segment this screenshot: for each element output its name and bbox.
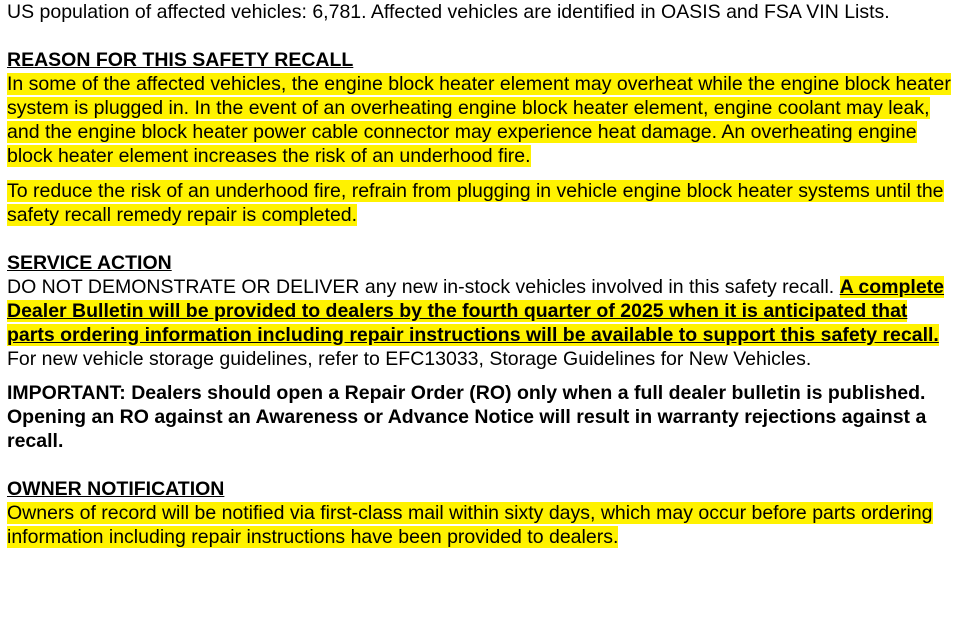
reason-paragraph-2 bbox=[7, 179, 952, 227]
dealer-bulletin-notice: A complete Dealer Bulletin will be provided to dealers by the fourth quarter of 2025 when it is anticipated that parts ordering information including repair instructions will be available to support this safety recall. bbox=[7, 276, 945, 346]
reason-paragraph-1-text: In some of the affected vehicles, the engine block heater element may overheat while the engine block heater system is plugged in. In the event of an overheating engine block heater element, engine coolant may leak, and the engine block heater power cable connector may experience heat damage. An overheating engine block heater element increases the risk of an underhood fire. bbox=[7, 73, 951, 167]
owner-notification-section bbox=[7, 477, 952, 549]
owner-notification-heading: OWNER NOTIFICATION bbox=[7, 478, 225, 500]
service-action-heading: SERVICE ACTION bbox=[7, 252, 172, 274]
service-action-paragraph bbox=[7, 275, 952, 371]
service-action-section bbox=[7, 251, 952, 453]
service-action-lead: DO NOT DEMONSTRATE OR DELIVER any new in-stock vehicles involved in this safety recall. bbox=[7, 276, 840, 298]
reason-paragraph-2-text: To reduce the risk of an underhood fire, refrain from plugging in vehicle engine block heater systems until the safety recall remedy repair is completed. bbox=[7, 180, 944, 226]
owner-notification-text: Owners of record will be notified via first-class mail within sixty days, which may occur before parts ordering information including repair instructions have been provided to dealers. bbox=[7, 502, 933, 548]
owner-notification-paragraph bbox=[7, 501, 952, 549]
population-note: US population of affected vehicles: 6,781. Affected vehicles are identified in OASIS and FSA VIN Lists. bbox=[7, 1, 890, 23]
reason-paragraph-1 bbox=[7, 72, 952, 168]
important-notice: IMPORTANT: Dealers should open a Repair Order (RO) only when a full dealer bulletin is published. Opening an RO against an Awareness or Advance Notice will result in warranty rejections against a recall. bbox=[7, 382, 927, 452]
reason-heading: REASON FOR THIS SAFETY RECALL bbox=[7, 49, 354, 71]
storage-guidelines-note: For new vehicle storage guidelines, refer to EFC13033, Storage Guidelines for New Vehicles. bbox=[7, 348, 812, 370]
reason-section bbox=[7, 48, 952, 227]
